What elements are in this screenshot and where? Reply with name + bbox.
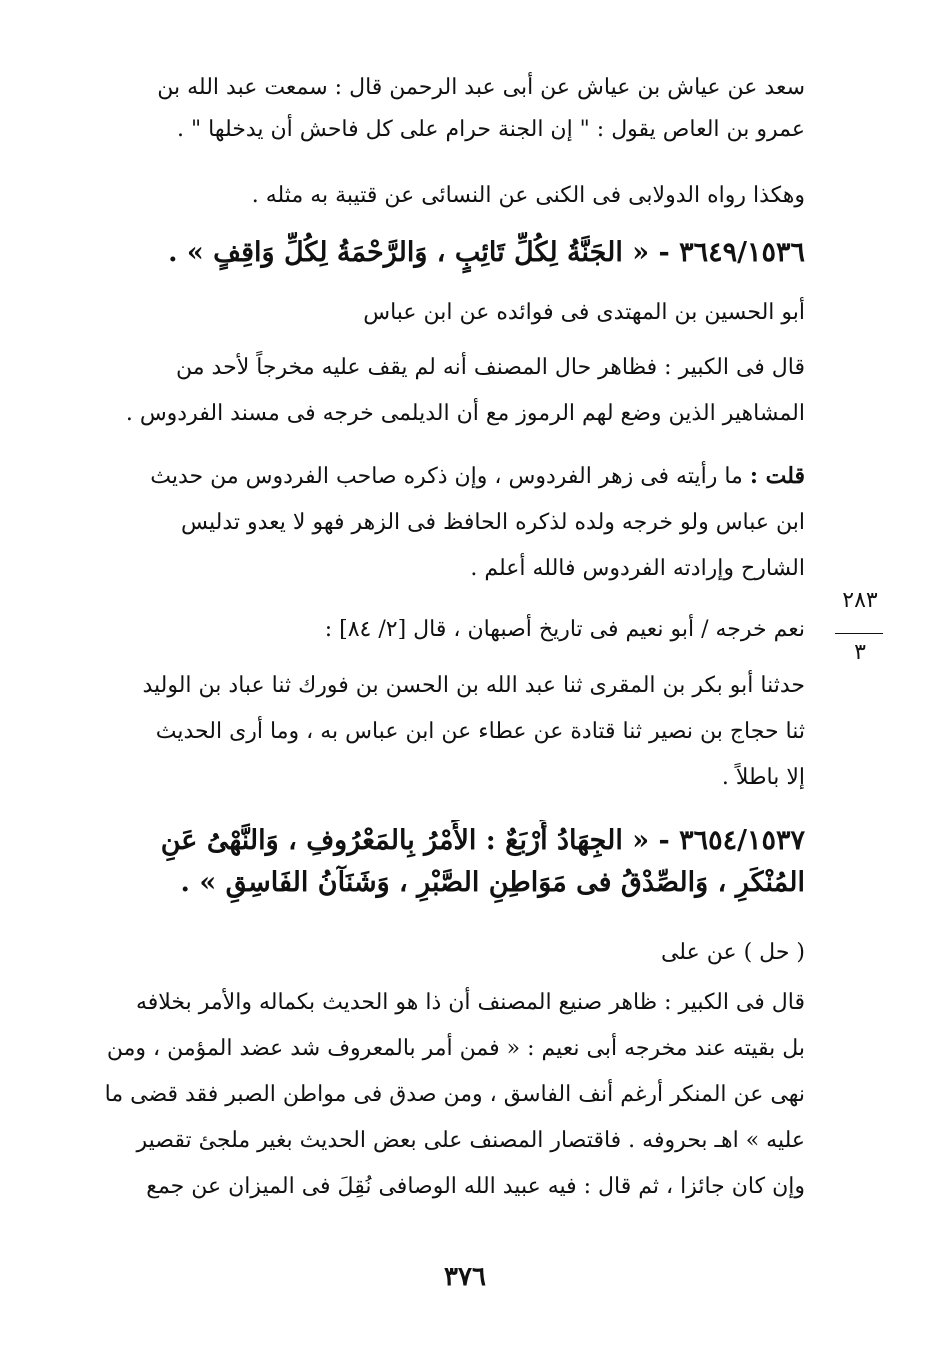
hadith-1536	[100, 232, 805, 274]
text-line: إلا باطلاً .	[721, 765, 805, 790]
text-line: ثنا حجاج بن نصير ثنا قتادة عن عطاء عن ابن عباس به ، وما أرى الحديث	[155, 719, 805, 744]
hadith-text: ٣٦٤٩/١٥٣٦ - « الجَنَّةُ لِكُلِّ تَائِبٍ ، وَالرَّحْمَةُ لِكُلِّ وَاقِفٍ » .	[168, 237, 805, 268]
paragraph-6	[100, 668, 805, 796]
margin-divider	[835, 633, 883, 634]
text-line: ( حل ) عن على	[660, 940, 805, 965]
margin-ref-top: ٢٨٣	[842, 588, 878, 613]
paragraph-4	[100, 458, 805, 587]
text-line: عمرو بن العاص يقول : " إن الجنة حرام على كل فاحش أن يدخلها " .	[177, 117, 805, 142]
text-line: الشارح وإرادته الفردوس فالله أعلم .	[470, 556, 805, 581]
paragraph-2	[100, 178, 805, 214]
text-line: ابن عباس ولو خرجه ولده لذكره الحافظ فى الزهر فهو لا يعدو تدليس	[180, 510, 805, 535]
text-line: سعد عن عياش بن عياش عن أبى عبد الرحمن قال : سمعت عبد الله بن	[157, 75, 805, 100]
hadith-text: ٣٦٥٤/١٥٣٧ - « الجِهَادُ أَرْبَعٌ : الأَمْرُ بِالمَعْرُوفِ ، وَالنَّهْىُ عَنِ	[160, 825, 805, 856]
text-line: قال فى الكبير : فظاهر حال المصنف أنه لم يقف عليه مخرجاً لأحد من	[176, 355, 805, 380]
qult-label: قلت :	[749, 463, 805, 489]
text-line: عليه » اهـ بحروفه . فاقتصار المصنف على بعض الحديث بغير ملجئ تقصير	[136, 1128, 805, 1153]
paragraph-5	[100, 612, 805, 648]
paragraph-7	[100, 985, 805, 1205]
page-number: ٣٧٦	[444, 1262, 486, 1292]
text-line: أبو الحسين بن المهتدى فى فوائده عن ابن عباس	[363, 300, 805, 325]
text-line: حدثنا أبو بكر بن المقرى ثنا عبد الله بن الحسن بن فورك ثنا عباد بن الوليد	[142, 673, 805, 698]
paragraph-1	[100, 70, 805, 148]
text-line: بل بقيته عند مخرجه أبى نعيم : « فمن أمر بالمعروف شد عضد المؤمن ، ومن	[106, 1036, 805, 1061]
text-line: قال فى الكبير : ظاهر صنيع المصنف أن ذا هو الحديث بكماله والأمر بخلافه	[135, 990, 805, 1015]
hadith-text: المُنْكَرِ ، وَالصِّدْقُ فى مَوَاطِنِ الصَّبْرِ ، وَشَنَآنُ الفَاسِقِ » .	[180, 867, 805, 898]
paragraph-3	[100, 350, 805, 432]
text-line: نهى عن المنكر أرغم أنف الفاسق ، ومن صدق فى مواطن الصبر فقد قضى ما	[104, 1082, 805, 1107]
text-line: المشاهير الذين وضع لهم الرموز مع أن الديلمى خرجه فى مسند الفردوس .	[125, 401, 805, 426]
text-line	[100, 458, 805, 495]
source-line-2	[100, 935, 805, 971]
text-fragment: ما رأيته فى زهر الفردوس ، وإن ذكره صاحب الفردوس من حديث	[150, 464, 743, 489]
source-line-1	[100, 295, 805, 331]
text-line: نعم خرجه / أبو نعيم فى تاريخ أصبهان ، قال [٢/ ٨٤] :	[324, 617, 805, 642]
hadith-1537	[100, 820, 805, 904]
text-line: وهكذا رواه الدولابى فى الكنى عن النسائى عن قتيبة به مثله .	[251, 183, 805, 208]
text-line: وإن كان جائزا ، ثم قال : فيه عبيد الله الوصافى نُقِلَ فى الميزان عن جمع	[146, 1174, 805, 1199]
margin-ref-bottom: ٣	[854, 640, 866, 665]
